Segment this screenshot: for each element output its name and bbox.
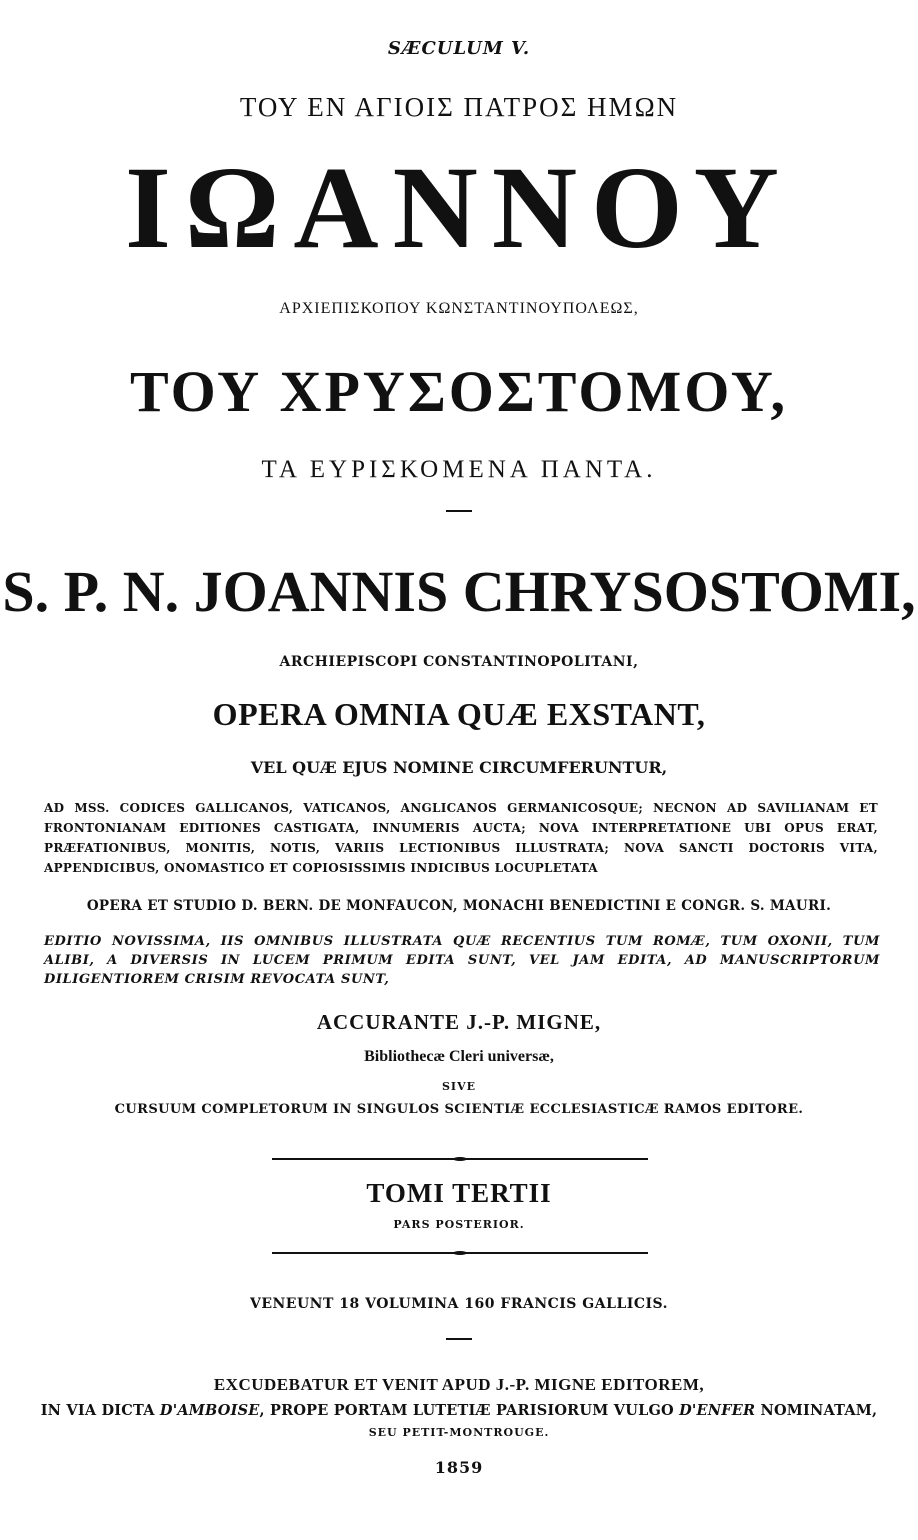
opera-omnia-title: OPERA OMNIA QUÆ EXSTANT, xyxy=(212,696,706,732)
greek-intro: ΤΟΥ ΕΝ ΑΓΙΟΙΣ ΠΑΤΡΟΣ ΗΜΩΝ xyxy=(239,92,679,122)
bibliotheca-line: Bibliothecæ Cleri universæ, xyxy=(364,1048,554,1065)
latin-archbishop-title: ARCHIEPISCOPI CONSTANTINOPOLITANI, xyxy=(279,654,639,670)
greek-archbishop-title: ΑΡΧΙΕΠΙΣΚΟΠΟΥ ΚΩΝΣΤΑΝΤΙΝΟΥΠΟΛΕΩΣ, xyxy=(279,300,639,317)
latin-author-name: S. P. N. JOANNIS CHRYSOSTOMI, xyxy=(2,559,916,624)
price-line: VENEUNT 18 VOLUMINA 160 FRANCIS GALLICIS. xyxy=(249,1296,669,1312)
address-prefix: IN VIA DICTA xyxy=(40,1402,160,1419)
greek-extant-works: ΤΑ ΕΥΡΙΣΚΟΜΕΝΑ ΠΑΝΤΑ. xyxy=(261,456,657,483)
accurante-migne: ACCURANTE J.-P. MIGNE, xyxy=(316,1010,602,1034)
publisher-line: EXCUDEBATUR ET VENIT APUD J.-P. MIGNE EDITOREM, xyxy=(213,1375,705,1394)
address-suffix: NOMINATAM, xyxy=(755,1402,878,1419)
seu-line: SEU PETIT-MONTROUGE. xyxy=(368,1426,550,1439)
divider-dash xyxy=(446,1338,472,1340)
sive-line: SIVE xyxy=(441,1080,476,1093)
address-enfer: D'ENFER xyxy=(679,1402,756,1419)
editor-credit: OPERA ET STUDIO D. BERN. DE MONFAUCON, MONACHI BENEDICTINI E CONGR. S. MAURI. xyxy=(86,898,832,914)
editio-novissima: EDITIO NOVISSIMA, IIS OMNIBUS ILLUSTRATA QUÆ RECENTIUS TUM ROMÆ, TUM OXONII, TUM ALIBI, A DIVERSIS IN LUCEM PRIMUM EDITA SUNT, VEL JAM EDITA, AD MANUSCRIPTORUM DILIGENTIOREM CRISIM REVOCATA SUNT, xyxy=(44,934,880,987)
address-line xyxy=(0,1402,918,1419)
volume-part: PARS POSTERIOR. xyxy=(393,1218,525,1231)
vel-quae-subtitle: VEL QUÆ EJUS NOMINE CIRCUMFERUNTUR, xyxy=(250,758,668,777)
century-heading: SÆCULUM V. xyxy=(387,38,531,59)
ornamental-rule-top xyxy=(272,1157,648,1161)
address-ambois: D'AMBOISE xyxy=(159,1402,260,1419)
cursuum-line: CURSUUM COMPLETORUM IN SINGULOS SCIENTIÆ ECCLESIASTICÆ RAMOS EDITORE. xyxy=(114,1102,804,1117)
volume-title: TOMI TERTII xyxy=(366,1178,552,1208)
greek-author-name: ΙΩΑΝΝΟΥ xyxy=(124,142,793,273)
ornamental-rule-bottom xyxy=(272,1251,648,1255)
publication-year: 1859 xyxy=(434,1458,484,1477)
edition-description: AD MSS. CODICES GALLICANOS, VATICANOS, ANGLICANOS GERMANICOSQUE; NECNON AD SAVILIANAM ET FRONTONIANAM EDITIONES CASTIGATA, INNUMERIS AUCTA; NOVA INTERPRETATIONE UBI OPUS ERAT, PRÆFATIONIBUS, MONITIS, NOTIS, VARIIS LECTIONIBUS ILLUSTRATA; NOVA SANCTI DOCTORIS VITA, APPENDICIBUS, ONOMASTICO ET COPIOSISSIMIS INDICIBUS LOCUPLETATA xyxy=(44,801,878,875)
greek-chrysostom: ΤΟΥ ΧΡΥΣΟΣΤΟΜΟΥ, xyxy=(129,359,789,424)
address-middle: , PROPE PORTAM LUTETIÆ PARISIORUM VULGO xyxy=(259,1402,680,1419)
divider-dash xyxy=(446,510,472,512)
